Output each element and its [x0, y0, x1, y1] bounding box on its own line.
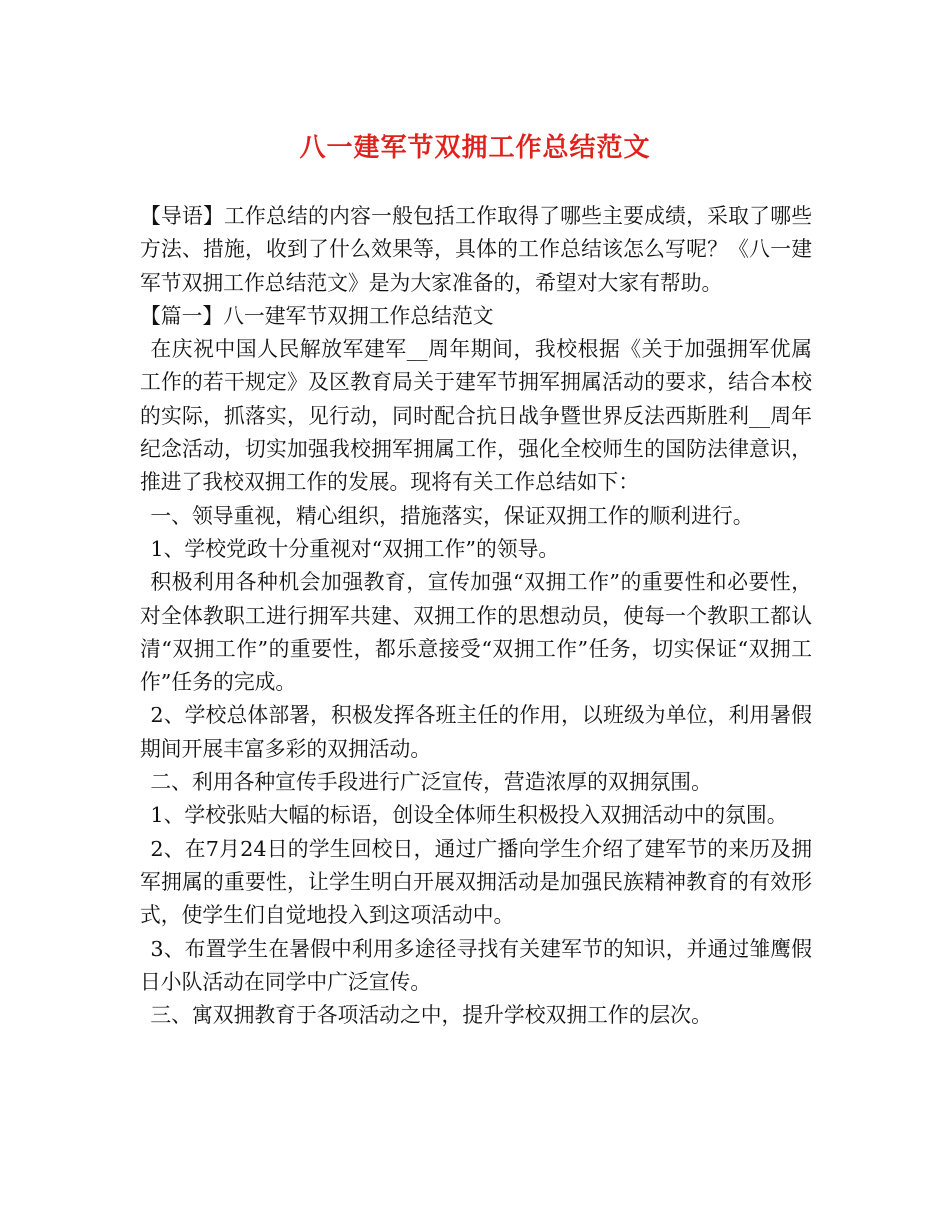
paragraph-section-heading: 【篇一】八一建军节双拥工作总结范文	[140, 303, 494, 328]
paragraph-point-one-item-1: 1、学校党政十分重视对“双拥工作”的领导。	[150, 536, 560, 561]
paragraph-point-one-item-2: 2、学校总体部署，积极发挥各班主任的作用，以班级为单位，利用暑假期间开展丰富多彩的双拥活动。	[140, 703, 812, 761]
paragraph-point-two-item-1: 1、学校张贴大幅的标语，创设全体师生积极投入双拥活动中的氛围。	[150, 803, 788, 828]
paragraph-point-two: 二、利用各种宣传手段进行广泛宣传，营造浓厚的双拥氛围。	[150, 770, 712, 795]
paragraph-opening: 在庆祝中国人民解放军建军__周年期间，我校根据《关于加强拥军优属工作的若干规定》及区教育局关于建军节拥军拥属活动的要求，结合本校的实际，抓落实，见行动，同时配合抗日战争暨世界反法西斯胜利__周年纪念活动，切实加强我校拥军拥属工作，强化全校师生的国防法律意识，推进了我校双拥工作的发展。现将有关工作总结如下：	[140, 337, 812, 495]
paragraph-point-two-item-3: 3、布置学生在暑假中利用多途径寻找有关建军节的知识，并通过雏鹰假日小队活动在同学中广泛宣传。	[140, 936, 812, 994]
paragraph-point-two-item-2: 2、在7月24日的学生回校日，通过广播向学生介绍了建军节的来历及拥军拥属的重要性，让学生明白开展双拥活动是加强民族精神教育的有效形式，使学生们自觉地投入到这项活动中。	[140, 836, 812, 928]
document-body	[140, 200, 812, 1032]
paragraph-intro: 【导语】工作总结的内容一般包括工作取得了哪些主要成绩，采取了哪些方法、措施，收到了什么效果等，具体的工作总结该怎么写呢？《八一建军节双拥工作总结范文》是为大家准备的，希望对大家有帮助。	[140, 204, 812, 295]
paragraph-point-three: 三、寓双拥教育于各项活动之中，提升学校双拥工作的层次。	[150, 1003, 712, 1028]
document-title: 八一建军节双拥工作总结范文	[299, 133, 651, 163]
paragraph-point-one: 一、领导重视，精心组织，措施落实，保证双拥工作的顺利进行。	[150, 503, 754, 528]
paragraph-point-one-detail: 积极利用各种机会加强教育，宣传加强“双拥工作”的重要性和必要性，对全体教职工进行拥军共建、双拥工作的思想动员，使每一个教职工都认清“双拥工作”的重要性，都乐意接受“双拥工作”任务，切实保证“双拥工作”任务的完成。	[140, 570, 812, 695]
